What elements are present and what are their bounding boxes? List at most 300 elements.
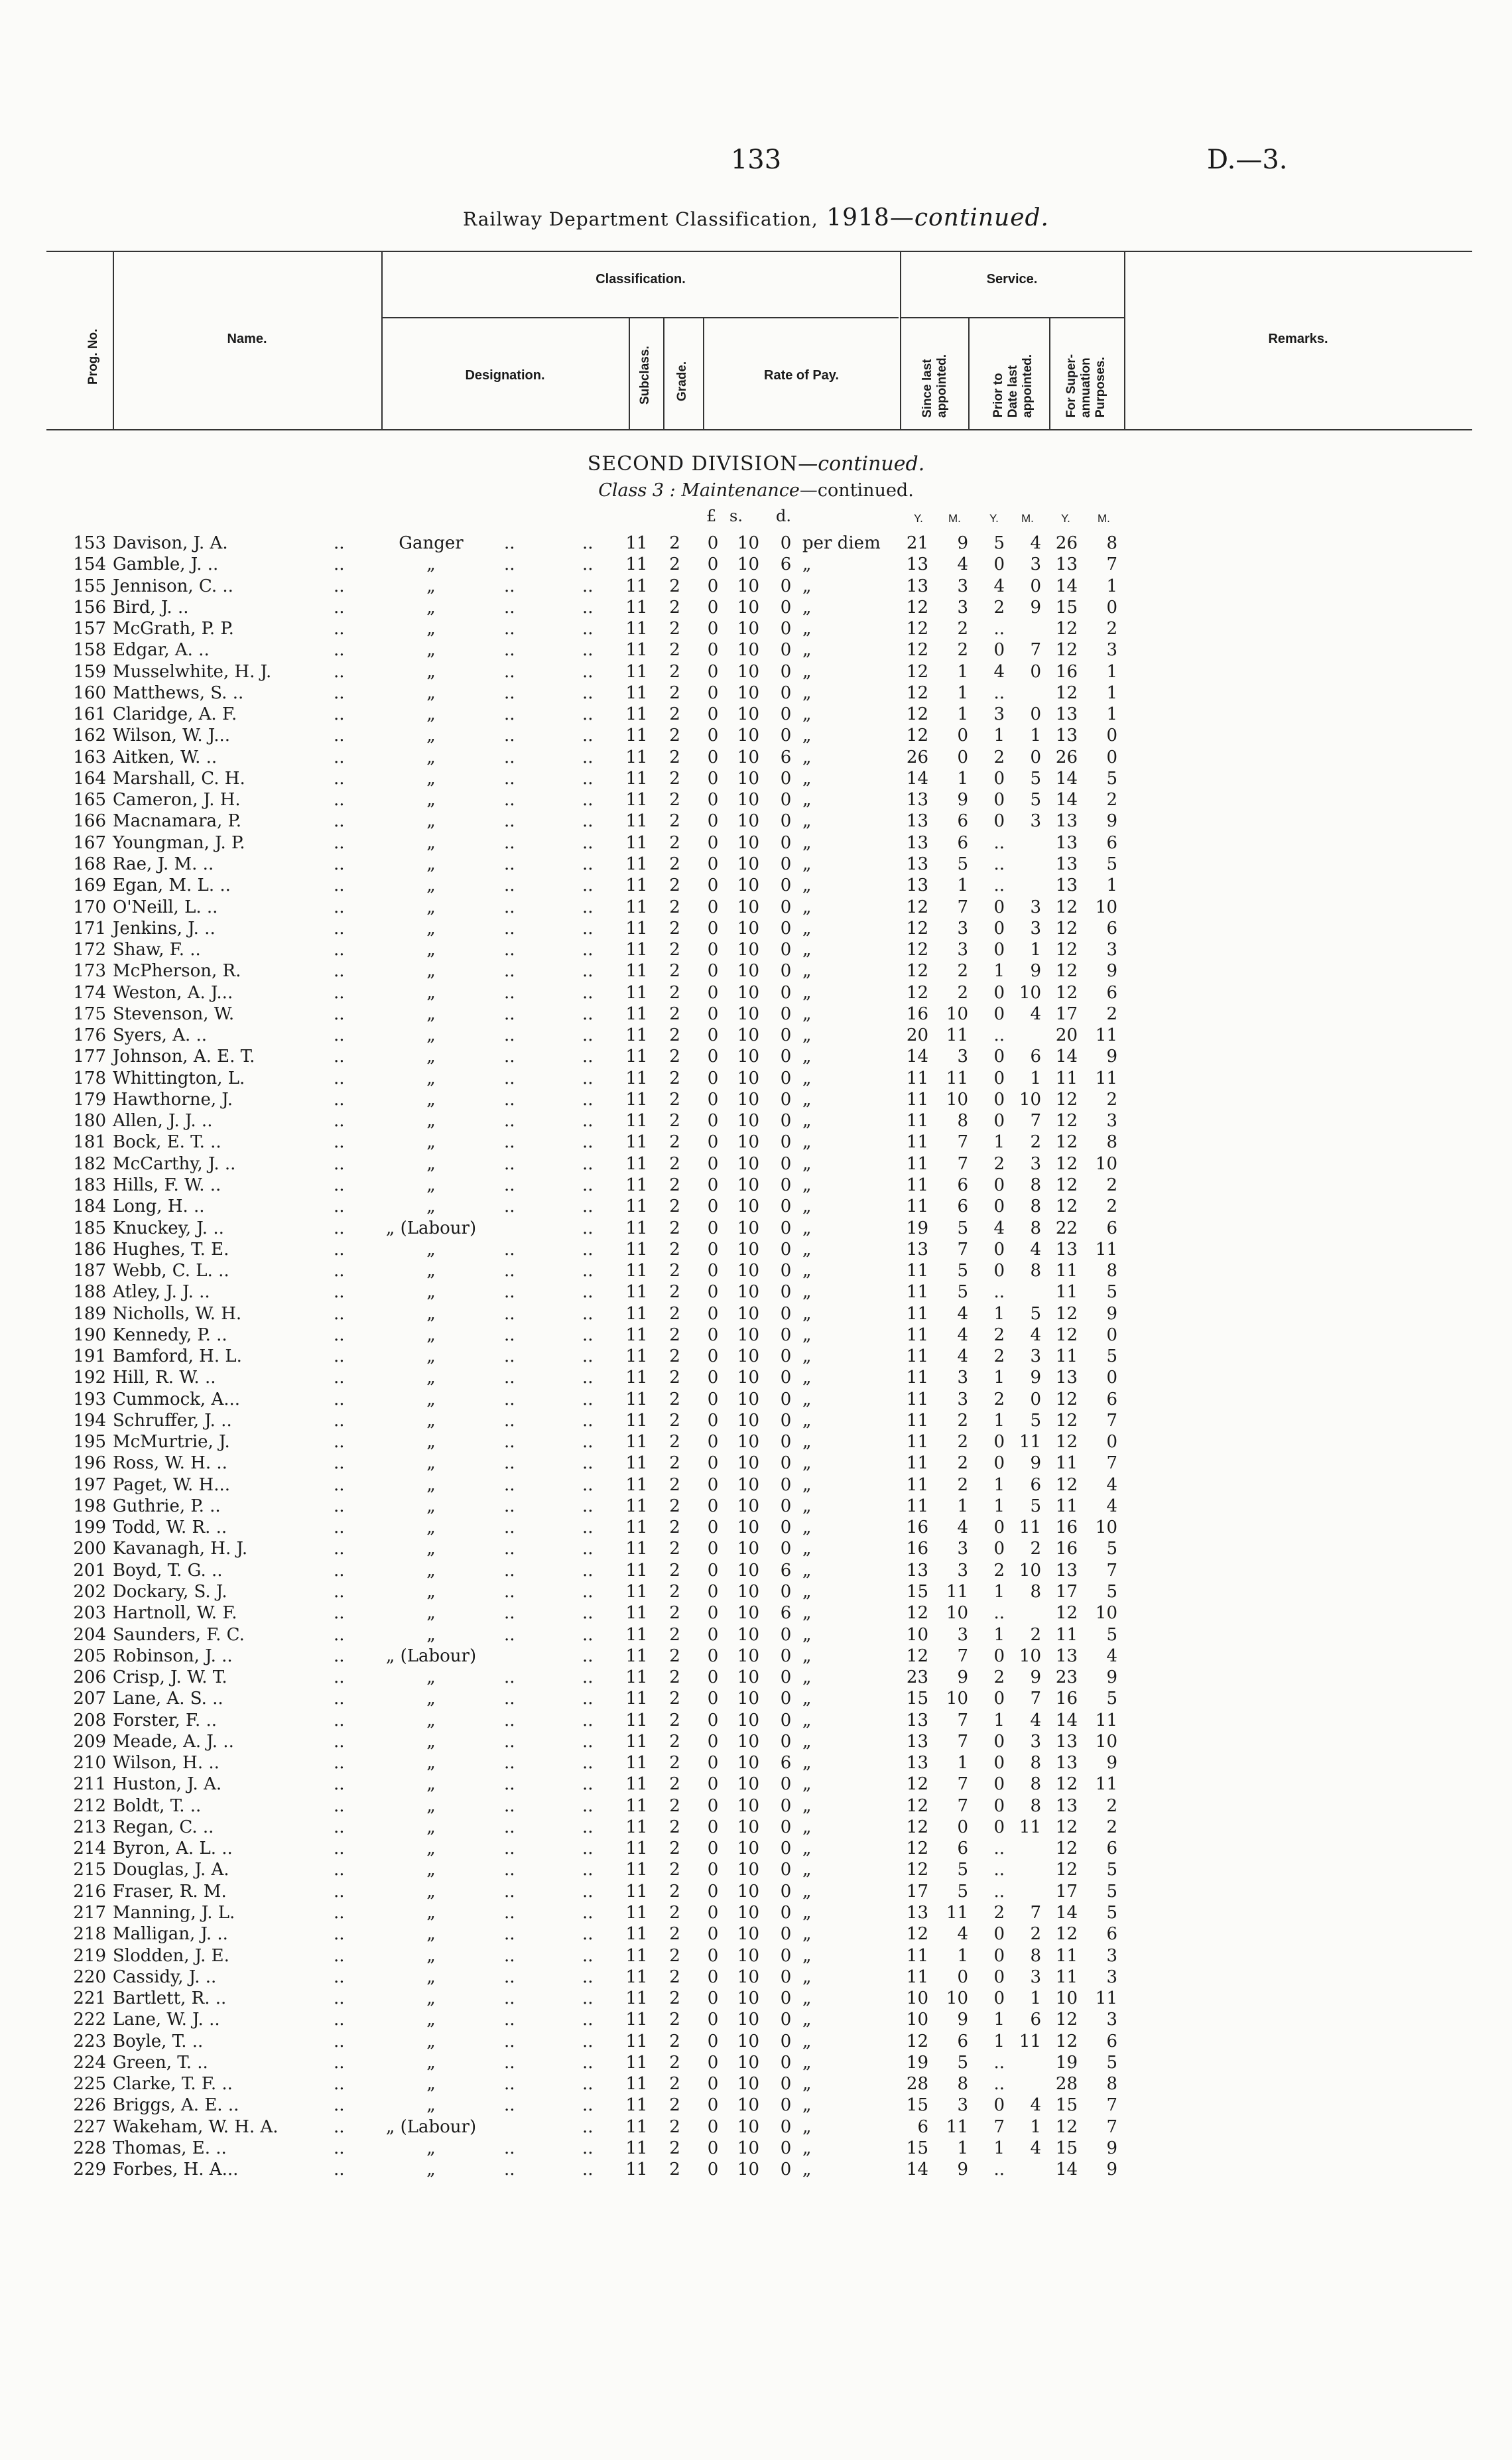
- section-heading: [0, 452, 1512, 476]
- name: Lane, A. S. ..: [113, 1689, 223, 1709]
- since-years: 14: [906, 2160, 928, 2180]
- super-months: 9: [1106, 2138, 1117, 2158]
- pay-pence: 0: [780, 790, 792, 810]
- pay-shillings: 10: [737, 661, 759, 682]
- pay-shillings: 10: [737, 1496, 759, 1516]
- leader-dots: ..: [582, 1646, 594, 1666]
- name: Slodden, J. E.: [113, 1945, 229, 1966]
- pay-pence: 0: [780, 1261, 792, 1281]
- prog-no: 185: [73, 1218, 106, 1238]
- prior-years: ..: [993, 1025, 1005, 1046]
- pay-period: „: [802, 1710, 812, 1730]
- unit-months-2: M.: [1021, 512, 1034, 525]
- grade: 2: [669, 1432, 680, 1453]
- leader-dots: ..: [334, 1432, 345, 1453]
- designation: „: [426, 1175, 436, 1195]
- super-years: 26: [1055, 747, 1078, 767]
- subsection-class: Class 3 :: [598, 480, 676, 501]
- pay-pounds: 0: [707, 1817, 719, 1837]
- prior-years: 0: [993, 768, 1005, 789]
- pay-period: „: [802, 961, 812, 982]
- super-months: 1: [1106, 661, 1117, 682]
- subclass: 11: [625, 640, 648, 661]
- prior-months: 11: [1019, 1817, 1041, 1837]
- name: Marshall, C. H.: [113, 768, 245, 789]
- grade: 2: [669, 1881, 680, 1902]
- table-row: [0, 1538, 1512, 1559]
- pay-pence: 0: [780, 854, 792, 874]
- grade: 2: [669, 875, 680, 896]
- pay-shillings: 10: [737, 1582, 759, 1602]
- leader-dots: ..: [334, 1860, 345, 1880]
- leader-dots: ..: [504, 2074, 515, 2095]
- prog-no: 169: [73, 875, 106, 896]
- pay-period: „: [802, 1175, 812, 1195]
- leader-dots: ..: [334, 790, 345, 810]
- super-months: 10: [1095, 1603, 1117, 1624]
- super-years: 13: [1055, 1646, 1078, 1666]
- prog-no: 193: [73, 1389, 106, 1409]
- leader-dots: ..: [504, 1603, 515, 1624]
- pay-period: „: [802, 1453, 812, 1474]
- pay-pence: 0: [780, 1689, 792, 1709]
- prior-years: ..: [993, 1881, 1005, 1902]
- document-code: D.—3.: [1207, 145, 1288, 175]
- prog-no: 165: [73, 790, 106, 810]
- leader-dots: ..: [582, 1218, 594, 1238]
- grade: 2: [669, 1817, 680, 1837]
- since-years: 12: [906, 1839, 928, 1859]
- since-years: 12: [906, 2031, 928, 2051]
- grade: 2: [669, 2116, 680, 2137]
- since-months: 5: [957, 1860, 968, 1880]
- leader-dots: ..: [504, 790, 515, 810]
- pay-pence: 0: [780, 1710, 792, 1730]
- designation: „: [426, 1774, 436, 1795]
- subclass: 11: [625, 1239, 648, 1260]
- super-months: 6: [1106, 982, 1117, 1003]
- pay-period: „: [802, 1624, 812, 1645]
- name: Lane, W. J. ..: [113, 2010, 220, 2030]
- name: Todd, W. R. ..: [113, 1518, 227, 1538]
- name: Boldt, T. ..: [113, 1795, 202, 1816]
- pay-pence: 0: [780, 1025, 792, 1046]
- prior-months: 5: [1030, 1496, 1041, 1516]
- name: Rae, J. M. ..: [113, 854, 214, 874]
- pay-period: „: [802, 1860, 812, 1880]
- leader-dots: ..: [582, 1068, 594, 1088]
- super-years: 11: [1055, 1346, 1078, 1367]
- pay-period: „: [802, 2052, 812, 2073]
- since-years: 15: [906, 2095, 928, 2116]
- prior-months: 0: [1030, 661, 1041, 682]
- prior-months: 10: [1019, 982, 1041, 1003]
- super-months: 5: [1106, 2052, 1117, 2073]
- leader-dots: ..: [334, 2074, 345, 2095]
- header-remarks: Remarks.: [1268, 332, 1328, 346]
- leader-dots: ..: [334, 1667, 345, 1688]
- since-years: 11: [906, 1153, 928, 1174]
- prior-years: 0: [993, 1068, 1005, 1088]
- super-years: 17: [1055, 1003, 1078, 1024]
- pay-pence: 6: [780, 1603, 792, 1624]
- since-months: 3: [957, 918, 968, 939]
- prior-months: 7: [1030, 1903, 1041, 1923]
- leader-dots: ..: [334, 1560, 345, 1581]
- subclass: 11: [625, 1860, 648, 1880]
- designation: „: [426, 1945, 436, 1966]
- designation: „: [426, 619, 436, 639]
- pay-period: „: [802, 2074, 812, 2095]
- super-years: 12: [1055, 1432, 1078, 1453]
- since-years: 21: [906, 533, 928, 553]
- since-months: 6: [957, 1197, 968, 1217]
- pay-pence: 0: [780, 1068, 792, 1088]
- pay-pounds: 0: [707, 1667, 719, 1688]
- super-years: 13: [1055, 704, 1078, 725]
- col-rule: [629, 317, 630, 430]
- leader-dots: ..: [504, 1860, 515, 1880]
- leader-dots: ..: [582, 1175, 594, 1195]
- grade: 2: [669, 1111, 680, 1132]
- leader-dots: ..: [504, 768, 515, 789]
- leader-dots: ..: [334, 1175, 345, 1195]
- subclass: 11: [625, 2052, 648, 2073]
- subclass: 11: [625, 1089, 648, 1110]
- pay-pounds: 0: [707, 1646, 719, 1666]
- prog-no: 187: [73, 1261, 106, 1281]
- subclass: 11: [625, 1218, 648, 1238]
- prior-years: 2: [993, 1346, 1005, 1367]
- super-years: 12: [1055, 1111, 1078, 1132]
- since-months: 9: [957, 790, 968, 810]
- since-years: 13: [906, 1239, 928, 1260]
- since-years: 28: [906, 2074, 928, 2095]
- super-months: 7: [1106, 1410, 1117, 1431]
- pay-period: „: [802, 1753, 812, 1774]
- pay-shillings: 10: [737, 1924, 759, 1945]
- super-months: 2: [1106, 1795, 1117, 1816]
- page-title: [0, 204, 1512, 231]
- pay-period: „: [802, 1325, 812, 1345]
- prior-years: 0: [993, 940, 1005, 960]
- pay-pounds: 0: [707, 2052, 719, 2073]
- since-years: 12: [906, 1795, 928, 1816]
- prior-months: 9: [1030, 597, 1041, 617]
- subclass: 11: [625, 576, 648, 596]
- prior-years: 1: [993, 2138, 1005, 2158]
- subclass: 11: [625, 1945, 648, 1966]
- prog-no: 171: [73, 918, 106, 939]
- leader-dots: ..: [504, 1924, 515, 1945]
- leader-dots: ..: [504, 1988, 515, 2009]
- leader-dots: ..: [504, 747, 515, 767]
- super-months: 9: [1106, 2160, 1117, 2180]
- table-row: [0, 533, 1512, 554]
- leader-dots: ..: [504, 1111, 515, 1132]
- pay-pence: 6: [780, 747, 792, 767]
- name: Webb, C. L. ..: [113, 1261, 229, 1281]
- pay-pence: 0: [780, 875, 792, 896]
- super-years: 12: [1055, 1603, 1078, 1624]
- grade: 2: [669, 640, 680, 661]
- prior-years: 0: [993, 790, 1005, 810]
- prog-no: 168: [73, 854, 106, 874]
- since-months: 11: [946, 1068, 968, 1088]
- since-years: 11: [906, 1346, 928, 1367]
- pay-pence: 0: [780, 1111, 792, 1132]
- pay-pounds: 0: [707, 1731, 719, 1752]
- leader-dots: ..: [334, 704, 345, 725]
- designation: „: [426, 982, 436, 1003]
- super-years: 17: [1055, 1881, 1078, 1902]
- super-months: 11: [1095, 1025, 1117, 1046]
- table-row: [0, 1838, 1512, 1859]
- table-row: [0, 789, 1512, 810]
- super-years: 16: [1055, 1689, 1078, 1709]
- pay-pounds: 0: [707, 1988, 719, 2009]
- pay-period: „: [802, 1474, 812, 1495]
- since-years: 12: [906, 918, 928, 939]
- grade: 2: [669, 597, 680, 617]
- pay-pence: 0: [780, 1175, 792, 1195]
- since-months: 0: [957, 726, 968, 746]
- leader-dots: ..: [334, 1389, 345, 1409]
- pay-pounds: 0: [707, 704, 719, 725]
- super-years: 11: [1055, 1068, 1078, 1088]
- pay-shillings: 10: [737, 982, 759, 1003]
- super-months: 10: [1095, 1731, 1117, 1752]
- prior-months: 3: [1030, 554, 1041, 575]
- header-classification: Classification.: [596, 272, 686, 287]
- leader-dots: ..: [582, 1089, 594, 1110]
- leader-dots: ..: [504, 1303, 515, 1324]
- designation: „: [426, 1560, 436, 1581]
- since-months: 8: [957, 2074, 968, 2095]
- leader-dots: ..: [504, 1368, 515, 1388]
- pay-pence: 0: [780, 832, 792, 853]
- leader-dots: ..: [504, 1539, 515, 1559]
- leader-dots: ..: [582, 1667, 594, 1688]
- leader-dots: ..: [582, 1325, 594, 1345]
- prior-years: 0: [993, 897, 1005, 917]
- prior-years: 0: [993, 1047, 1005, 1067]
- since-months: 7: [957, 1239, 968, 1260]
- pay-shillings: 10: [737, 1025, 759, 1046]
- leader-dots: ..: [582, 1282, 594, 1303]
- pay-pence: 0: [780, 1197, 792, 1217]
- leader-dots: ..: [334, 661, 345, 682]
- grade: 2: [669, 897, 680, 917]
- prior-years: 0: [993, 1197, 1005, 1217]
- super-months: 2: [1106, 790, 1117, 810]
- pay-shillings: 10: [737, 747, 759, 767]
- since-months: 7: [957, 1795, 968, 1816]
- leader-dots: ..: [334, 875, 345, 896]
- prog-no: 166: [73, 811, 106, 832]
- since-years: 14: [906, 768, 928, 789]
- prior-months: 8: [1030, 1774, 1041, 1795]
- pay-shillings: 10: [737, 1646, 759, 1666]
- pay-pence: 0: [780, 1731, 792, 1752]
- since-years: 12: [906, 597, 928, 617]
- header-subclass: Subclass.: [638, 346, 652, 405]
- leader-dots: ..: [582, 1539, 594, 1559]
- name: Thomas, E. ..: [113, 2138, 227, 2158]
- grade: 2: [669, 1368, 680, 1388]
- subclass: 11: [625, 1368, 648, 1388]
- pay-period: „: [802, 1774, 812, 1795]
- leader-dots: ..: [504, 897, 515, 917]
- subclass: 11: [625, 897, 648, 917]
- since-months: 10: [946, 1003, 968, 1024]
- leader-dots: ..: [504, 1261, 515, 1281]
- pay-pence: 0: [780, 1389, 792, 1409]
- leader-dots: ..: [582, 2138, 594, 2158]
- designation: „: [426, 918, 436, 939]
- since-months: 3: [957, 1560, 968, 1581]
- since-months: 3: [957, 1389, 968, 1409]
- since-years: 13: [906, 576, 928, 596]
- grade: 2: [669, 1731, 680, 1752]
- leader-dots: ..: [504, 1710, 515, 1730]
- leader-dots: ..: [334, 832, 345, 853]
- pay-period: „: [802, 1667, 812, 1688]
- leader-dots: ..: [504, 1410, 515, 1431]
- designation: „: [426, 747, 436, 767]
- super-months: 5: [1106, 854, 1117, 874]
- name: Kavanagh, H. J.: [113, 1539, 248, 1559]
- prog-no: 223: [73, 2031, 106, 2051]
- subclass: 11: [625, 554, 648, 575]
- pay-pounds: 0: [707, 1518, 719, 1538]
- leader-dots: ..: [504, 982, 515, 1003]
- pay-shillings: 10: [737, 2031, 759, 2051]
- leader-dots: ..: [334, 1089, 345, 1110]
- super-months: 11: [1095, 1068, 1117, 1088]
- pay-shillings: 10: [737, 1903, 759, 1923]
- leader-dots: ..: [582, 982, 594, 1003]
- subclass: 11: [625, 875, 648, 896]
- prior-months: 4: [1030, 1239, 1041, 1260]
- since-months: 0: [957, 1967, 968, 1987]
- prior-years: 1: [993, 726, 1005, 746]
- name: McMurtrie, J.: [113, 1432, 230, 1453]
- since-years: 15: [906, 1689, 928, 1709]
- subclass: 11: [625, 1261, 648, 1281]
- pay-period: „: [802, 1410, 812, 1431]
- super-months: 2: [1106, 1003, 1117, 1024]
- since-years: 13: [906, 854, 928, 874]
- super-months: 3: [1106, 1967, 1117, 1987]
- super-months: 4: [1106, 1474, 1117, 1495]
- super-months: 0: [1106, 747, 1117, 767]
- leader-dots: ..: [504, 1839, 515, 1859]
- designation: „: [426, 1003, 436, 1024]
- super-years: 10: [1055, 1988, 1078, 2009]
- grade: 2: [669, 1967, 680, 1987]
- subclass: 11: [625, 2160, 648, 2180]
- prior-years: ..: [993, 682, 1005, 703]
- since-months: 10: [946, 1988, 968, 2009]
- leader-dots: ..: [334, 1496, 345, 1516]
- leader-dots: ..: [504, 1582, 515, 1602]
- pay-period: „: [802, 1988, 812, 2009]
- pay-pounds: 0: [707, 661, 719, 682]
- leader-dots: ..: [582, 576, 594, 596]
- pay-period: „: [802, 661, 812, 682]
- prior-years: 4: [993, 576, 1005, 596]
- header-prog-no: Prog. No.: [86, 328, 100, 385]
- prog-no: 172: [73, 940, 106, 960]
- since-months: 11: [946, 2116, 968, 2137]
- pay-shillings: 10: [737, 533, 759, 553]
- pay-period: „: [802, 576, 812, 596]
- pay-shillings: 10: [737, 2095, 759, 2116]
- since-years: 11: [906, 1089, 928, 1110]
- super-years: 16: [1055, 1539, 1078, 1559]
- pay-period: „: [802, 1261, 812, 1281]
- prior-months: 1: [1030, 2116, 1041, 2137]
- leader-dots: ..: [334, 1111, 345, 1132]
- since-years: 12: [906, 961, 928, 982]
- leader-dots: ..: [334, 1839, 345, 1859]
- prog-no: 154: [73, 554, 106, 575]
- pay-period: „: [802, 1881, 812, 1902]
- prior-years: 0: [993, 2095, 1005, 2116]
- pay-pounds: 0: [707, 1153, 719, 1174]
- since-years: 12: [906, 897, 928, 917]
- super-months: 2: [1106, 1175, 1117, 1195]
- name: Saunders, F. C.: [113, 1624, 245, 1645]
- leader-dots: ..: [582, 897, 594, 917]
- pay-shillings: 10: [737, 1368, 759, 1388]
- col-rule: [1049, 317, 1050, 430]
- pay-period: „: [802, 1731, 812, 1752]
- subclass: 11: [625, 768, 648, 789]
- super-months: 11: [1095, 1774, 1117, 1795]
- header-sub-rule-service: [900, 317, 1124, 318]
- super-years: 12: [1055, 619, 1078, 639]
- leader-dots: ..: [504, 576, 515, 596]
- table-row: [0, 554, 1512, 575]
- super-months: 10: [1095, 897, 1117, 917]
- prior-years: 2: [993, 1903, 1005, 1923]
- pay-period: „: [802, 1560, 812, 1581]
- pay-pence: 0: [780, 1624, 792, 1645]
- table-row: [0, 939, 1512, 960]
- prog-no: 212: [73, 1795, 106, 1816]
- prior-months: 1: [1030, 940, 1041, 960]
- prior-months: 5: [1030, 768, 1041, 789]
- table-row: [0, 725, 1512, 746]
- leader-dots: ..: [334, 747, 345, 767]
- pay-period: „: [802, 2116, 812, 2137]
- name: Whittington, L.: [113, 1068, 245, 1088]
- super-years: 13: [1055, 854, 1078, 874]
- leader-dots: ..: [334, 597, 345, 617]
- name: Stevenson, W.: [113, 1003, 235, 1024]
- leader-dots: ..: [582, 554, 594, 575]
- super-months: 9: [1106, 961, 1117, 982]
- since-years: 12: [906, 1860, 928, 1880]
- pay-pence: 0: [780, 1924, 792, 1945]
- designation: „: [426, 1903, 436, 1923]
- table-row: [0, 682, 1512, 704]
- pay-shillings: 10: [737, 854, 759, 874]
- name: Wakeham, W. H. A.: [113, 2116, 279, 2137]
- pay-pence: 0: [780, 982, 792, 1003]
